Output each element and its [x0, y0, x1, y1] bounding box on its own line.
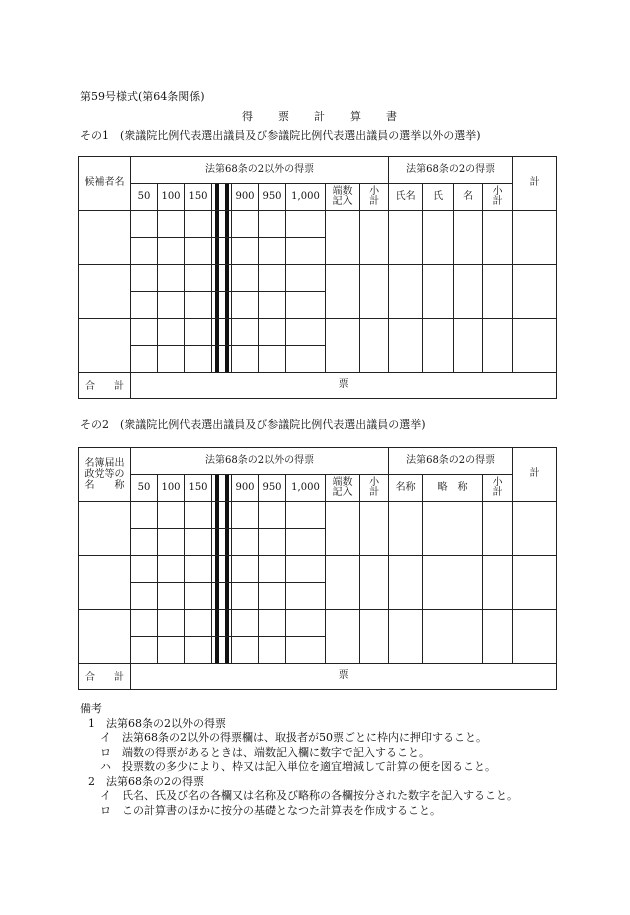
abbreviation-cell[interactable] — [423, 610, 483, 664]
tally-cell[interactable] — [232, 637, 259, 664]
tally-cell[interactable] — [259, 529, 286, 556]
tally-cell[interactable] — [131, 583, 158, 610]
candidate-name-header: 候補者名 — [79, 157, 131, 211]
tally-cell[interactable] — [185, 211, 212, 238]
col-950: 950 — [259, 475, 286, 502]
subtotal-cell[interactable] — [483, 265, 513, 319]
subtotal-cell[interactable] — [360, 211, 389, 265]
title-char: 書 — [386, 110, 397, 123]
subtotal-cell[interactable] — [360, 502, 389, 556]
tally-cell[interactable] — [131, 556, 158, 583]
total-cell[interactable] — [513, 556, 557, 610]
tally-cell[interactable] — [158, 637, 185, 664]
tally-cell[interactable] — [286, 529, 326, 556]
tally-cell[interactable] — [286, 265, 326, 292]
given-name-cell[interactable] — [454, 319, 483, 373]
col-50: 50 — [131, 475, 158, 502]
subtotal-cell[interactable] — [483, 610, 513, 664]
subtotal-header: 小 計 — [483, 184, 513, 211]
tally-cell[interactable] — [158, 529, 185, 556]
note-item: ハ 投票数の多少により、枠又は記入単位を適宜増減して計算の便を図ること。 — [100, 760, 496, 773]
tally-cell[interactable] — [185, 529, 212, 556]
fraction-cell[interactable] — [326, 502, 360, 556]
fraction-cell[interactable] — [326, 610, 360, 664]
tally-cell[interactable] — [286, 556, 326, 583]
tally-cell[interactable] — [259, 556, 286, 583]
tally-cell[interactable] — [131, 292, 158, 319]
tally-cell[interactable] — [158, 502, 185, 529]
col-1000: 1,000 — [286, 184, 326, 211]
tally-cell[interactable] — [259, 238, 286, 265]
col-1000: 1,000 — [286, 475, 326, 502]
col-950: 950 — [259, 184, 286, 211]
total-header: 計 — [513, 448, 557, 502]
tally-cell[interactable] — [259, 502, 286, 529]
skip-bar — [212, 265, 232, 292]
tally-cell[interactable] — [286, 211, 326, 238]
party-cell[interactable] — [79, 502, 131, 556]
tally-cell[interactable] — [185, 292, 212, 319]
skip-bar — [212, 346, 232, 373]
subtotal-cell[interactable] — [360, 319, 389, 373]
tally-cell[interactable] — [286, 238, 326, 265]
given-name-cell[interactable] — [454, 265, 483, 319]
title-char: 算 — [350, 110, 361, 123]
col-150: 150 — [185, 475, 212, 502]
candidate-cell[interactable] — [79, 211, 131, 265]
tally-cell[interactable] — [158, 610, 185, 637]
tally-cell[interactable] — [185, 583, 212, 610]
group-b-header: 法第68条の2の得票 — [389, 448, 513, 475]
tally-cell[interactable] — [131, 610, 158, 637]
col-900: 900 — [232, 475, 259, 502]
skip-bar — [212, 502, 232, 529]
grand-total-unit[interactable]: 票 — [131, 373, 557, 399]
party-cell[interactable] — [79, 556, 131, 610]
surname-cell[interactable] — [423, 211, 454, 265]
group-a-header: 法第68条の2以外の得票 — [131, 157, 389, 184]
total-cell[interactable] — [513, 265, 557, 319]
fraction-cell[interactable] — [326, 556, 360, 610]
subtotal-cell[interactable] — [483, 319, 513, 373]
tally-cell[interactable] — [286, 610, 326, 637]
total-cell[interactable] — [513, 211, 557, 265]
skip-bar — [212, 637, 232, 664]
section1-table — [78, 156, 557, 399]
tally-cell[interactable] — [185, 637, 212, 664]
note-item: イ 氏名、氏及び名の各欄又は名称及び略称の各欄按分された数字を記入すること。 — [100, 789, 518, 802]
total-cell[interactable] — [513, 319, 557, 373]
full-name-cell[interactable] — [389, 319, 423, 373]
full-name-cell[interactable] — [389, 265, 423, 319]
tally-cell[interactable] — [232, 556, 259, 583]
tally-cell[interactable] — [158, 238, 185, 265]
tally-cell[interactable] — [185, 265, 212, 292]
skip-bar — [212, 529, 232, 556]
tally-cell[interactable] — [232, 502, 259, 529]
tally-cell[interactable] — [131, 238, 158, 265]
grand-total-label: 合 計 — [79, 373, 131, 399]
skip-bar — [212, 583, 232, 610]
tally-cell[interactable] — [259, 292, 286, 319]
party-name-header: 名簿届出 政党等の 名 称 — [79, 448, 131, 502]
tally-cell[interactable] — [232, 238, 259, 265]
subtotal-cell[interactable] — [360, 265, 389, 319]
document-title — [0, 111, 630, 125]
subtotal-cell[interactable] — [483, 502, 513, 556]
fraction-cell[interactable] — [326, 211, 360, 265]
tally-cell[interactable] — [259, 583, 286, 610]
tally-cell[interactable] — [131, 211, 158, 238]
subtotal-cell[interactable] — [360, 556, 389, 610]
group-a-header: 法第68条の2以外の得票 — [131, 448, 389, 475]
col-100: 100 — [158, 475, 185, 502]
tally-cell[interactable] — [232, 265, 259, 292]
skip-bar — [212, 319, 232, 346]
tally-cell[interactable] — [185, 610, 212, 637]
note-item: 2 法第68条の2の得票 — [88, 774, 204, 788]
abbreviation-header: 略 称 — [423, 475, 483, 502]
form-label: 第59号様式(第64条関係) — [80, 90, 205, 103]
tally-cell[interactable] — [232, 346, 259, 373]
tally-cell[interactable] — [185, 238, 212, 265]
party-title-cell[interactable] — [389, 502, 423, 556]
tally-cell[interactable] — [286, 292, 326, 319]
tally-cell[interactable] — [286, 583, 326, 610]
tally-cell[interactable] — [232, 610, 259, 637]
tally-cell[interactable] — [158, 583, 185, 610]
tally-cell[interactable] — [232, 211, 259, 238]
tally-cell[interactable] — [131, 502, 158, 529]
total-header: 計 — [513, 157, 557, 211]
title-char: 票 — [278, 110, 289, 123]
subtotal-header: 小 計 — [360, 475, 389, 502]
party-title-header: 名称 — [389, 475, 423, 502]
subtotal-cell[interactable] — [483, 211, 513, 265]
subtotal-cell[interactable] — [360, 610, 389, 664]
tally-cell[interactable] — [286, 319, 326, 346]
tally-cell[interactable] — [259, 319, 286, 346]
tally-cell[interactable] — [131, 319, 158, 346]
candidate-cell[interactable] — [79, 319, 131, 373]
col-100: 100 — [158, 184, 185, 211]
tally-cell[interactable] — [232, 529, 259, 556]
tally-cell[interactable] — [158, 211, 185, 238]
fraction-cell[interactable] — [326, 265, 360, 319]
col-50: 50 — [131, 184, 158, 211]
tally-cell[interactable] — [185, 556, 212, 583]
tally-cell[interactable] — [158, 319, 185, 346]
skip-bar — [212, 211, 232, 238]
section2-heading: その2 (衆議院比例代表選出議員及び参議院比例代表選出議員の選挙) — [80, 418, 426, 431]
grand-total-unit[interactable]: 票 — [131, 664, 557, 690]
tally-cell[interactable] — [259, 637, 286, 664]
tally-cell[interactable] — [158, 556, 185, 583]
skip-bar — [212, 238, 232, 265]
given-name-header: 名 — [454, 184, 483, 211]
fraction-cell[interactable] — [326, 319, 360, 373]
surname-cell[interactable] — [423, 265, 454, 319]
surname-header: 氏 — [423, 184, 454, 211]
total-cell[interactable] — [513, 502, 557, 556]
tally-cell[interactable] — [259, 346, 286, 373]
note-item: ロ 端数の得票があるときは、端数記入欄に数字で記入すること。 — [100, 745, 430, 759]
notes-section — [80, 700, 518, 816]
skip-bar — [212, 292, 232, 319]
skip-bar — [212, 475, 232, 502]
party-title-cell[interactable] — [389, 610, 423, 664]
total-cell[interactable] — [513, 610, 557, 664]
tally-cell[interactable] — [131, 346, 158, 373]
tally-cell[interactable] — [232, 583, 259, 610]
skip-bar — [212, 556, 232, 583]
note-item: イ 法第68条の2以外の得票欄は、取扱者が50票ごとに枠内に押印すること。 — [100, 731, 487, 744]
subtotal-header: 小 計 — [360, 184, 389, 211]
tally-cell[interactable] — [286, 637, 326, 664]
skip-bar — [212, 184, 232, 211]
party-cell[interactable] — [79, 610, 131, 664]
subtotal-cell[interactable] — [483, 556, 513, 610]
full-name-header: 氏名 — [389, 184, 423, 211]
party-title-cell[interactable] — [389, 556, 423, 610]
title-char: 得 — [242, 110, 253, 123]
surname-cell[interactable] — [423, 319, 454, 373]
section2-table — [78, 447, 557, 690]
subtotal-header: 小 計 — [483, 475, 513, 502]
col-900: 900 — [232, 184, 259, 211]
tally-cell[interactable] — [131, 529, 158, 556]
tally-cell[interactable] — [259, 211, 286, 238]
col-150: 150 — [185, 184, 212, 211]
tally-cell[interactable] — [232, 292, 259, 319]
tally-cell[interactable] — [286, 502, 326, 529]
tally-cell[interactable] — [131, 265, 158, 292]
fraction-entry-header: 端数 記入 — [326, 475, 360, 502]
tally-cell[interactable] — [286, 346, 326, 373]
fraction-entry-header: 端数 記入 — [326, 184, 360, 211]
note-item: 1 法第68条の2以外の得票 — [88, 716, 226, 730]
tally-cell[interactable] — [131, 637, 158, 664]
abbreviation-cell[interactable] — [423, 556, 483, 610]
title-char: 計 — [314, 110, 325, 123]
section1-heading: その1 (衆議院比例代表選出議員及び参議院比例代表選出議員の選挙以外の選挙) — [80, 129, 481, 142]
skip-bar — [212, 610, 232, 637]
tally-cell[interactable] — [259, 610, 286, 637]
given-name-cell[interactable] — [454, 211, 483, 265]
candidate-cell[interactable] — [79, 265, 131, 319]
tally-cell[interactable] — [185, 346, 212, 373]
tally-cell[interactable] — [158, 292, 185, 319]
notes-heading: 備考 — [80, 702, 102, 715]
note-item: ロ この計算書のほかに按分の基礎となつた計算表を作成すること。 — [100, 803, 441, 817]
full-name-cell[interactable] — [389, 211, 423, 265]
tally-cell[interactable] — [185, 502, 212, 529]
tally-cell[interactable] — [232, 319, 259, 346]
grand-total-label: 合 計 — [79, 664, 131, 690]
tally-cell[interactable] — [158, 346, 185, 373]
abbreviation-cell[interactable] — [423, 502, 483, 556]
group-b-header: 法第68条の2の得票 — [389, 157, 513, 184]
tally-cell[interactable] — [185, 319, 212, 346]
tally-cell[interactable] — [259, 265, 286, 292]
tally-cell[interactable] — [158, 265, 185, 292]
